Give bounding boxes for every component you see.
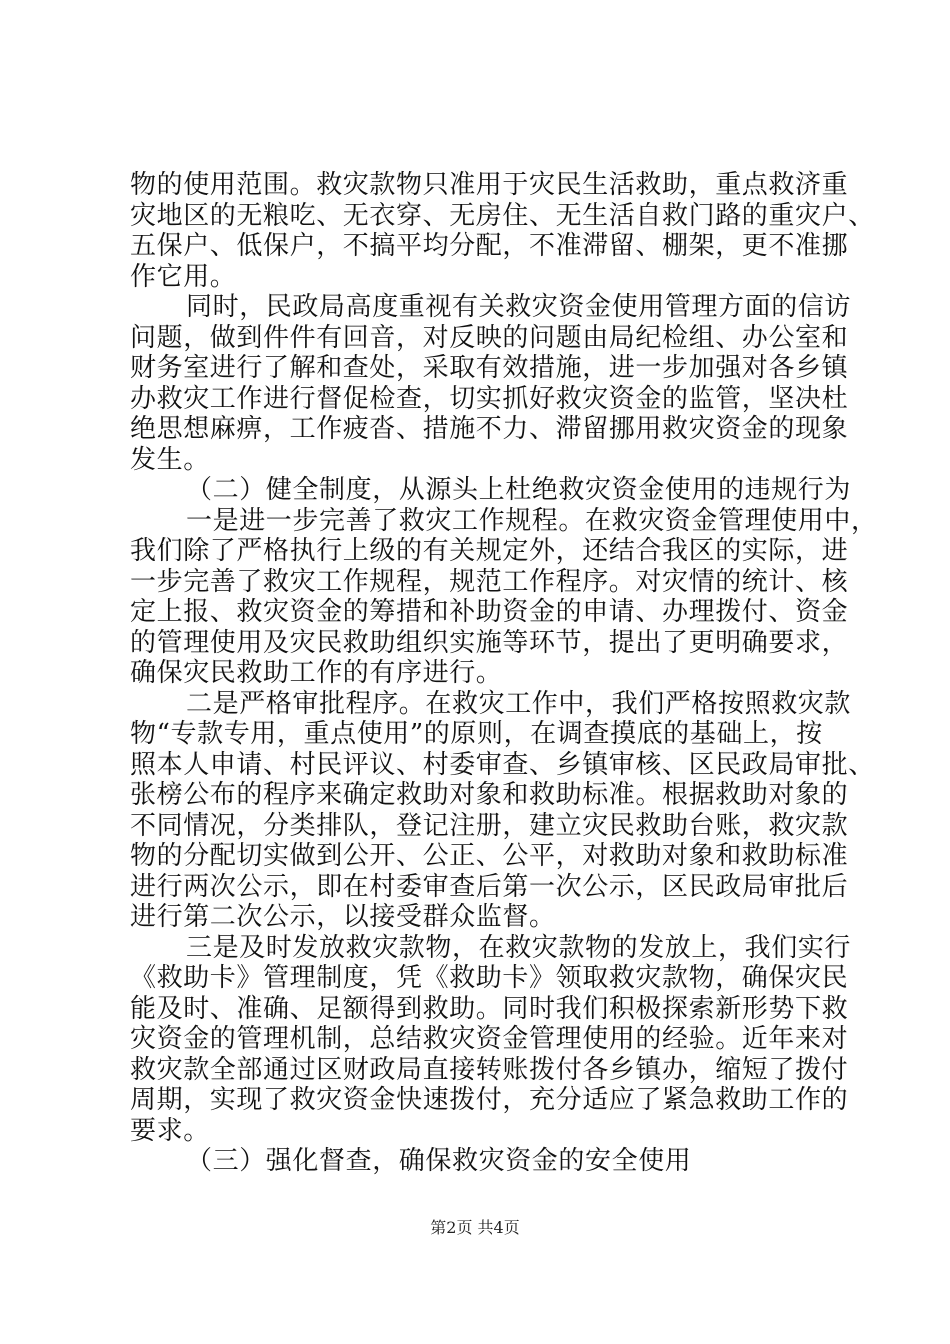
text-line: 张榜公布的程序来确定救助对象和救助标准。根据救助对象的 [130,780,849,810]
text-line: 灾资金的管理机制，总结救灾资金管理使用的经验。近年来对 [130,1024,849,1054]
text-line: 周期，实现了救灾资金快速拨付，充分适应了紧急救助工作的 [130,1085,849,1115]
text-line: 物“专款专用，重点使用”的原则，在调查摸底的基础上，按 [130,719,823,749]
text-line: 我们除了严格执行上级的有关规定外，还结合我区的实际，进 [130,536,849,566]
text-line: 发生。 [130,444,210,475]
paragraph-first-line: 二是严格审批程序。在救灾工作中，我们严格按照救灾款 [186,688,852,719]
text-line: 作它用。 [130,261,237,292]
document-body [130,170,878,1177]
section-heading: （三）强化督查，确保救灾资金的安全使用 [186,1146,692,1176]
text-line: 五保户、低保户，不搞平均分配，不准滞留、棚架，更不准挪 [130,231,849,261]
text-line: 《救助卡》管理制度，凭《救助卡》领取救灾款物，确保灾民 [130,963,849,993]
text-line: 物的使用范围。救灾款物只准用于灾民生活救助，重点救济重 [130,170,849,200]
paragraph-first-line: 一是进一步完善了救灾工作规程。在救灾资金管理使用中， [186,505,878,536]
text-line: 不同情况，分类排队，登记注册，建立灾民救助台账，救灾款 [130,810,849,841]
text-line: 的管理使用及灾民救助组织实施等环节，提出了更明确要求， [130,627,849,658]
section-heading: （二）健全制度，从源头上杜绝救灾资金使用的违规行为 [186,475,852,505]
text-line: 照本人申请、村民评议、村委审查、乡镇审核、区民政局审批、 [130,749,875,780]
text-line: 确保灾民救助工作的有序进行。 [130,658,503,688]
page-number-footer: 第2页 共4页 [430,1218,520,1237]
text-line: 能及时、准确、足额得到救助。同时我们积极探索新形势下救 [130,993,849,1024]
text-line: 绝思想麻痹，工作疲沓、措施不力、滞留挪用救灾资金的现象 [130,414,849,444]
text-line: 救灾款全部通过区财政局直接转账拨付各乡镇办，缩短了拨付 [130,1054,849,1085]
text-line: 进行第二次公示，以接受群众监督。 [130,902,556,932]
text-line: 灾地区的无粮吃、无衣穿、无房住、无生活自救门路的重灾户、 [130,200,875,231]
paragraph-first-line: 同时，民政局高度重视有关救灾资金使用管理方面的信访 [186,292,852,322]
text-line: 定上报、救灾资金的筹措和补助资金的申请、办理拨付、资金 [130,597,849,627]
text-line: 进行两次公示，即在村委审查后第一次公示，区民政局审批后 [130,871,849,902]
paragraph-first-line: 三是及时发放救灾款物，在救灾款物的发放上，我们实行 [186,932,852,963]
text-line: 要求。 [130,1115,210,1146]
text-line: 物的分配切实做到公开、公正、公平，对救助对象和救助标准 [130,841,849,871]
text-line: 一步完善了救灾工作规程，规范工作程序。对灾情的统计、核 [130,566,849,597]
text-line: 办救灾工作进行督促检查，切实抓好救灾资金的监管，坚决杜 [130,383,849,414]
text-line: 财务室进行了解和查处，采取有效措施，进一步加强对各乡镇 [130,353,849,383]
text-line: 问题，做到件件有回音，对反映的问题由局纪检组、办公室和 [130,322,849,353]
